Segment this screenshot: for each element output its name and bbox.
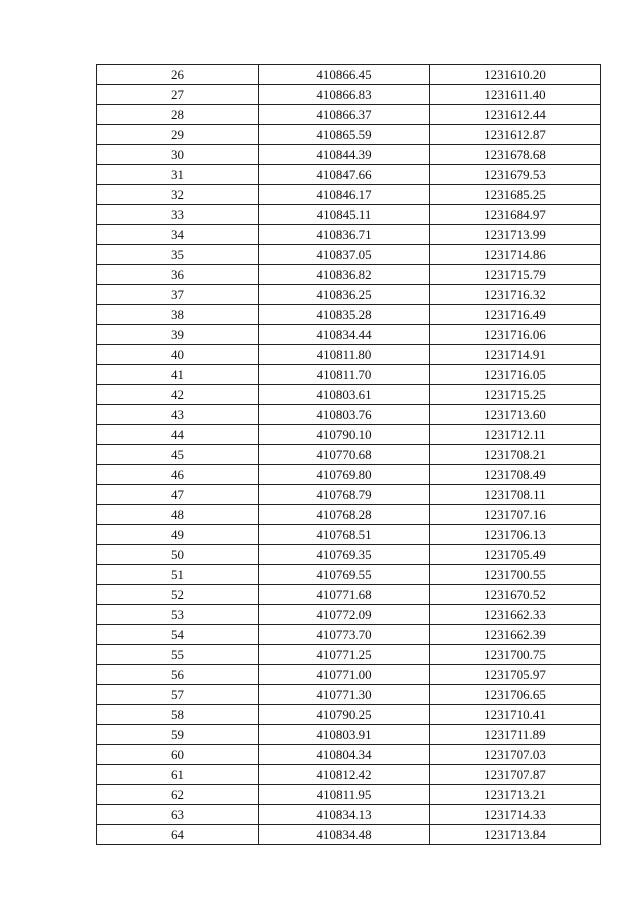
x-coordinate-cell: 410769.55 <box>259 565 430 585</box>
table-row <box>97 685 601 705</box>
table-row <box>97 325 601 345</box>
point-number-cell: 27 <box>97 85 259 105</box>
point-number-cell: 48 <box>97 505 259 525</box>
table-row <box>97 645 601 665</box>
point-number-cell: 28 <box>97 105 259 125</box>
y-coordinate-cell: 1231707.03 <box>430 745 601 765</box>
table-row <box>97 185 601 205</box>
point-number-cell: 54 <box>97 625 259 645</box>
y-coordinate-cell: 1231710.41 <box>430 705 601 725</box>
table-row <box>97 225 601 245</box>
y-coordinate-cell: 1231716.05 <box>430 365 601 385</box>
x-coordinate-cell: 410866.37 <box>259 105 430 125</box>
point-number-cell: 43 <box>97 405 259 425</box>
y-coordinate-cell: 1231662.39 <box>430 625 601 645</box>
y-coordinate-cell: 1231714.33 <box>430 805 601 825</box>
point-number-cell: 34 <box>97 225 259 245</box>
y-coordinate-cell: 1231716.06 <box>430 325 601 345</box>
x-coordinate-cell: 410772.09 <box>259 605 430 625</box>
table-row <box>97 745 601 765</box>
table-row <box>97 505 601 525</box>
x-coordinate-cell: 410771.30 <box>259 685 430 705</box>
y-coordinate-cell: 1231715.25 <box>430 385 601 405</box>
coordinate-table <box>96 64 601 845</box>
table-row <box>97 125 601 145</box>
y-coordinate-cell: 1231716.49 <box>430 305 601 325</box>
y-coordinate-cell: 1231700.75 <box>430 645 601 665</box>
x-coordinate-cell: 410771.25 <box>259 645 430 665</box>
y-coordinate-cell: 1231670.52 <box>430 585 601 605</box>
y-coordinate-cell: 1231612.87 <box>430 125 601 145</box>
x-coordinate-cell: 410834.13 <box>259 805 430 825</box>
y-coordinate-cell: 1231700.55 <box>430 565 601 585</box>
table-row <box>97 305 601 325</box>
x-coordinate-cell: 410836.71 <box>259 225 430 245</box>
point-number-cell: 33 <box>97 205 259 225</box>
table-row <box>97 85 601 105</box>
y-coordinate-cell: 1231708.11 <box>430 485 601 505</box>
x-coordinate-cell: 410768.79 <box>259 485 430 505</box>
point-number-cell: 40 <box>97 345 259 365</box>
table-row <box>97 285 601 305</box>
table-row <box>97 425 601 445</box>
x-coordinate-cell: 410834.44 <box>259 325 430 345</box>
point-number-cell: 38 <box>97 305 259 325</box>
point-number-cell: 42 <box>97 385 259 405</box>
x-coordinate-cell: 410803.61 <box>259 385 430 405</box>
table-row <box>97 465 601 485</box>
table-row <box>97 245 601 265</box>
x-coordinate-cell: 410768.28 <box>259 505 430 525</box>
x-coordinate-cell: 410865.59 <box>259 125 430 145</box>
table-row <box>97 145 601 165</box>
point-number-cell: 63 <box>97 805 259 825</box>
y-coordinate-cell: 1231714.91 <box>430 345 601 365</box>
y-coordinate-cell: 1231714.86 <box>430 245 601 265</box>
y-coordinate-cell: 1231712.11 <box>430 425 601 445</box>
x-coordinate-cell: 410768.51 <box>259 525 430 545</box>
table-row <box>97 405 601 425</box>
x-coordinate-cell: 410812.42 <box>259 765 430 785</box>
table-row <box>97 825 601 845</box>
point-number-cell: 41 <box>97 365 259 385</box>
table-row <box>97 445 601 465</box>
table-row <box>97 485 601 505</box>
point-number-cell: 46 <box>97 465 259 485</box>
point-number-cell: 32 <box>97 185 259 205</box>
y-coordinate-cell: 1231713.60 <box>430 405 601 425</box>
point-number-cell: 44 <box>97 425 259 445</box>
y-coordinate-cell: 1231711.89 <box>430 725 601 745</box>
table-row <box>97 65 601 85</box>
point-number-cell: 62 <box>97 785 259 805</box>
point-number-cell: 36 <box>97 265 259 285</box>
x-coordinate-cell: 410803.91 <box>259 725 430 745</box>
point-number-cell: 61 <box>97 765 259 785</box>
table-row <box>97 265 601 285</box>
point-number-cell: 56 <box>97 665 259 685</box>
point-number-cell: 45 <box>97 445 259 465</box>
table-row <box>97 705 601 725</box>
table-row <box>97 345 601 365</box>
table-row <box>97 165 601 185</box>
table-row <box>97 565 601 585</box>
x-coordinate-cell: 410790.25 <box>259 705 430 725</box>
y-coordinate-cell: 1231705.49 <box>430 545 601 565</box>
coordinate-table-body <box>97 65 601 845</box>
y-coordinate-cell: 1231715.79 <box>430 265 601 285</box>
y-coordinate-cell: 1231678.68 <box>430 145 601 165</box>
point-number-cell: 53 <box>97 605 259 625</box>
x-coordinate-cell: 410773.70 <box>259 625 430 645</box>
table-row <box>97 105 601 125</box>
x-coordinate-cell: 410790.10 <box>259 425 430 445</box>
x-coordinate-cell: 410835.28 <box>259 305 430 325</box>
table-row <box>97 785 601 805</box>
table-row <box>97 765 601 785</box>
point-number-cell: 59 <box>97 725 259 745</box>
y-coordinate-cell: 1231611.40 <box>430 85 601 105</box>
y-coordinate-cell: 1231684.97 <box>430 205 601 225</box>
y-coordinate-cell: 1231612.44 <box>430 105 601 125</box>
point-number-cell: 47 <box>97 485 259 505</box>
y-coordinate-cell: 1231685.25 <box>430 185 601 205</box>
point-number-cell: 50 <box>97 545 259 565</box>
y-coordinate-cell: 1231706.65 <box>430 685 601 705</box>
y-coordinate-cell: 1231713.21 <box>430 785 601 805</box>
point-number-cell: 52 <box>97 585 259 605</box>
point-number-cell: 55 <box>97 645 259 665</box>
x-coordinate-cell: 410846.17 <box>259 185 430 205</box>
point-number-cell: 35 <box>97 245 259 265</box>
point-number-cell: 49 <box>97 525 259 545</box>
y-coordinate-cell: 1231707.87 <box>430 765 601 785</box>
point-number-cell: 31 <box>97 165 259 185</box>
y-coordinate-cell: 1231610.20 <box>430 65 601 85</box>
y-coordinate-cell: 1231679.53 <box>430 165 601 185</box>
x-coordinate-cell: 410866.45 <box>259 65 430 85</box>
point-number-cell: 64 <box>97 825 259 845</box>
x-coordinate-cell: 410769.35 <box>259 545 430 565</box>
x-coordinate-cell: 410837.05 <box>259 245 430 265</box>
table-row <box>97 725 601 745</box>
table-row <box>97 385 601 405</box>
x-coordinate-cell: 410845.11 <box>259 205 430 225</box>
x-coordinate-cell: 410836.82 <box>259 265 430 285</box>
point-number-cell: 39 <box>97 325 259 345</box>
x-coordinate-cell: 410836.25 <box>259 285 430 305</box>
x-coordinate-cell: 410769.80 <box>259 465 430 485</box>
x-coordinate-cell: 410771.00 <box>259 665 430 685</box>
y-coordinate-cell: 1231705.97 <box>430 665 601 685</box>
x-coordinate-cell: 410811.95 <box>259 785 430 805</box>
table-row <box>97 665 601 685</box>
y-coordinate-cell: 1231708.49 <box>430 465 601 485</box>
y-coordinate-cell: 1231713.99 <box>430 225 601 245</box>
x-coordinate-cell: 410844.39 <box>259 145 430 165</box>
y-coordinate-cell: 1231716.32 <box>430 285 601 305</box>
table-row <box>97 625 601 645</box>
y-coordinate-cell: 1231706.13 <box>430 525 601 545</box>
x-coordinate-cell: 410834.48 <box>259 825 430 845</box>
point-number-cell: 26 <box>97 65 259 85</box>
y-coordinate-cell: 1231713.84 <box>430 825 601 845</box>
table-row <box>97 605 601 625</box>
point-number-cell: 51 <box>97 565 259 585</box>
x-coordinate-cell: 410803.76 <box>259 405 430 425</box>
x-coordinate-cell: 410866.83 <box>259 85 430 105</box>
x-coordinate-cell: 410811.70 <box>259 365 430 385</box>
point-number-cell: 29 <box>97 125 259 145</box>
y-coordinate-cell: 1231707.16 <box>430 505 601 525</box>
table-row <box>97 545 601 565</box>
point-number-cell: 37 <box>97 285 259 305</box>
y-coordinate-cell: 1231708.21 <box>430 445 601 465</box>
x-coordinate-cell: 410804.34 <box>259 745 430 765</box>
x-coordinate-cell: 410811.80 <box>259 345 430 365</box>
y-coordinate-cell: 1231662.33 <box>430 605 601 625</box>
point-number-cell: 60 <box>97 745 259 765</box>
x-coordinate-cell: 410847.66 <box>259 165 430 185</box>
table-row <box>97 805 601 825</box>
point-number-cell: 58 <box>97 705 259 725</box>
table-row <box>97 585 601 605</box>
table-row <box>97 365 601 385</box>
point-number-cell: 30 <box>97 145 259 165</box>
x-coordinate-cell: 410770.68 <box>259 445 430 465</box>
x-coordinate-cell: 410771.68 <box>259 585 430 605</box>
table-row <box>97 205 601 225</box>
table-row <box>97 525 601 545</box>
point-number-cell: 57 <box>97 685 259 705</box>
